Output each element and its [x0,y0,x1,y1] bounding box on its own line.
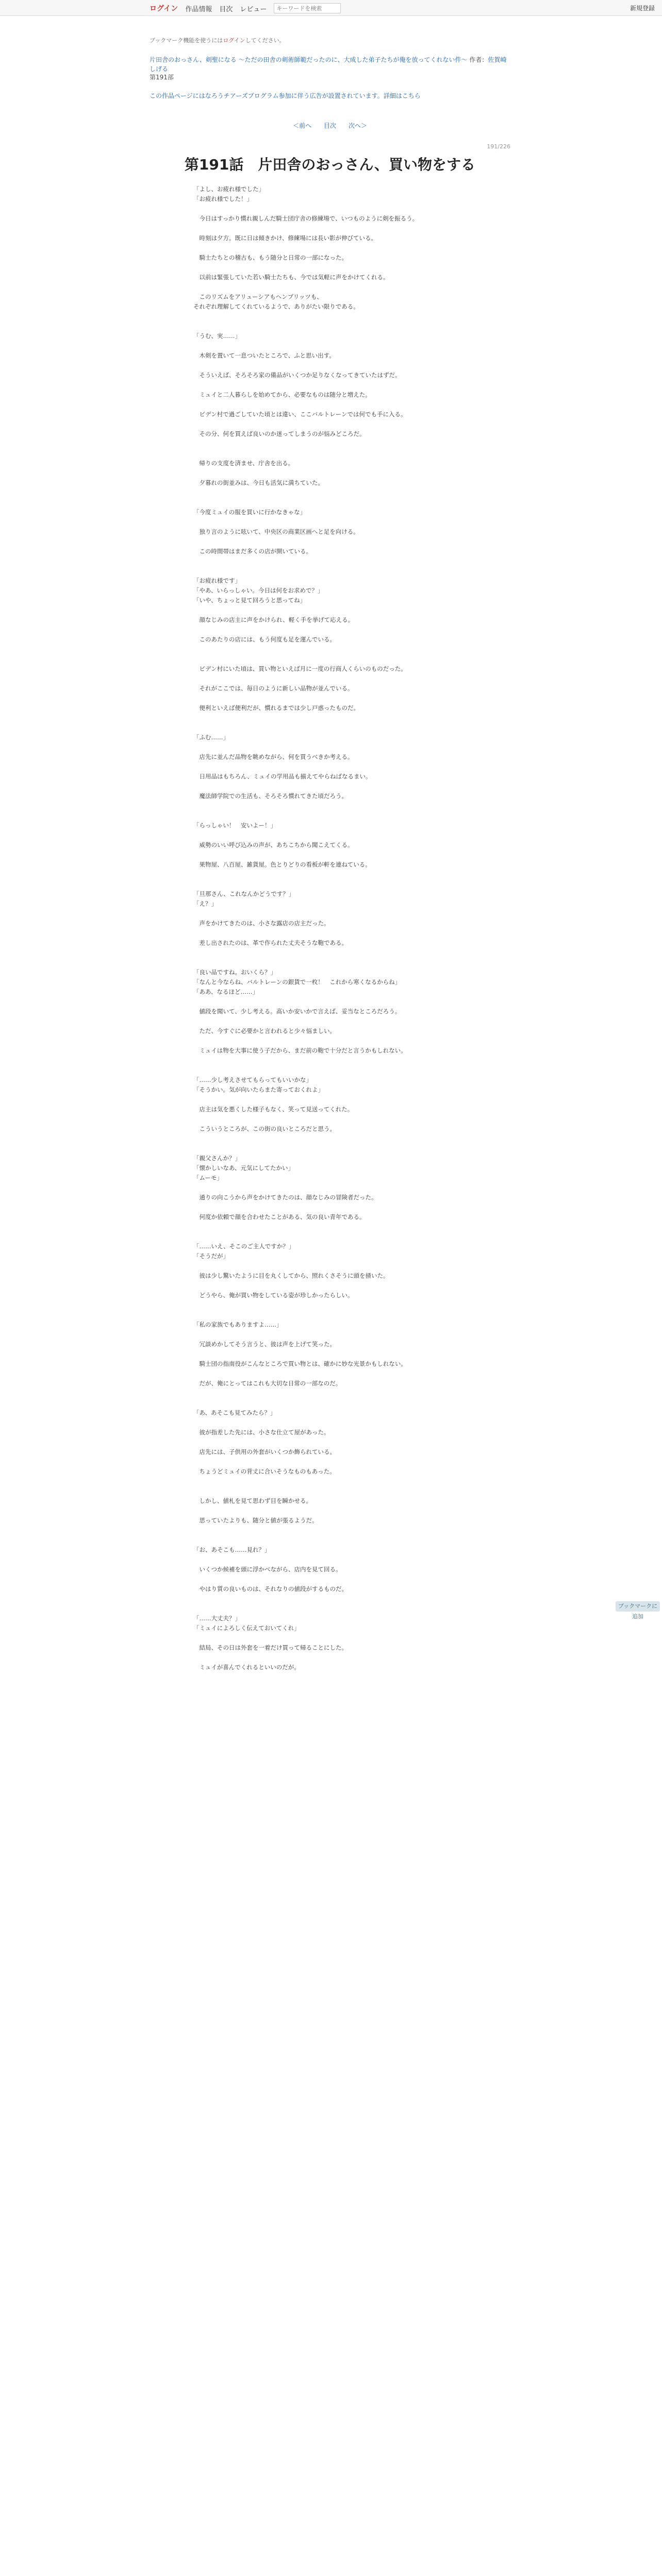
body-line: 便利といえば便利だが、慣れるまでは少し戸惑ったものだ。 [193,704,359,711]
body-line: それがここでは、毎日のように新しい品物が並んでいる。 [193,685,354,692]
notice-login-link[interactable]: ログイン [223,37,245,44]
body-line: 時刻は夕方。既に日は傾きかけ、修練場には長い影が伸びている。 [193,234,377,242]
body-line [193,1633,472,1643]
body-line [193,1144,472,1154]
body-line: このリズムをアリューシアもヘンブリッツも、 [193,293,323,300]
body-line [193,762,472,772]
episode-pager [150,121,510,130]
body-line: 声をかけてきたのは、小さな露店の店主だった。 [193,920,330,927]
body-line [193,1300,472,1310]
body-line: 差し出されたのは、革で作られた丈夫そうな鞄である。 [193,939,347,946]
body-line [193,811,472,821]
body-line: ミュイは物を大事に使う子だから、まだ前の鞄で十分だと言うかもしれない。 [193,1047,407,1054]
episode-index: 第191部 [150,74,174,81]
body-line: 彼が指差した先には、小さな仕立て屋があった。 [193,1429,330,1436]
notice-tail: してください。 [245,37,285,44]
body-line: ミュイと二人暮らしを始めてから、必要なものは随分と増えた。 [193,391,371,398]
bookmark-notice [150,36,510,44]
top-nav-bar [0,0,662,16]
body-line: 「そうかい。気が向いたらまた寄っておくれよ」 [193,1086,324,1093]
body-line [193,1418,472,1428]
author-separator: 作者： [469,56,488,63]
body-line: 以前は緊張していた若い騎士たちも、今では気軽に声をかけてくれる。 [193,274,389,281]
body-line: 「今度ミュイの服を買いに行かなきゃな」 [193,509,306,516]
body-line: いくつか候補を頭に浮かべながら、店内を見て回る。 [193,1566,342,1573]
body-line: 威勢のいい呼び込みの声が、あちこちから聞こえてくる。 [193,841,354,849]
body-line: 「親父さんか？」 [193,1155,241,1162]
body-line [193,1477,472,1486]
body-line: 「お疲れ様でした！」 [193,195,253,202]
body-line [193,782,472,791]
body-line: 「うむ、実……」 [193,332,241,340]
body-line [193,1114,472,1124]
notice-text: ブックマーク機能を使うには [150,37,223,44]
nav-item-review[interactable]: レビュー [240,5,267,13]
body-line: 通りの向こうから声をかけてきたのは、顔なじみの冒険者だった。 [193,1194,377,1201]
body-line: 彼は少し驚いたように目を丸くしてから、照れくさそうに頭を掻いた。 [193,1272,389,1279]
body-line [193,224,472,233]
body-line [193,1388,472,1398]
body-line [193,958,472,968]
body-line [193,1261,472,1271]
body-line: 夕暮れの街並みは、今日も活気に満ちていた。 [193,479,324,486]
body-line [193,1281,472,1291]
body-line: 日用品はもちろん、ミュイの学用品も揃えてやらねばなるまい。 [193,773,372,780]
body-line [193,1232,472,1242]
body-line: 「そうだが」 [193,1252,229,1260]
top-nav-left [150,3,341,13]
body-line: 「懐かしいなあ、元気にしてたかい」 [193,1164,294,1172]
body-line: 「ああ、なるほど……」 [193,988,259,995]
body-line [193,948,472,958]
body-line: ビデン村にいた頃は、買い物といえば月に一度の行商人くらいのものだった。 [193,665,407,672]
login-link[interactable]: ログイン [150,5,178,13]
body-line [193,1183,472,1193]
body-line [193,400,472,410]
body-line [193,1574,472,1584]
body-line [193,282,472,292]
body-line [193,625,472,635]
body-line: 「旦那さん、これなんかどうです？」 [193,890,295,897]
prev-episode-link[interactable]: ＜前へ [293,122,312,129]
body-line [193,1065,472,1075]
body-line: 「え？」 [193,900,217,907]
body-line [193,566,472,576]
body-line: 「……大丈夫？」 [193,1615,241,1622]
body-line [193,909,472,919]
body-line [193,537,472,547]
side-bookmark-button[interactable]: ブックマークに追加 [616,1601,660,1612]
body-line: 店主は気を悪くした様子もなく、笑って見送ってくれた。 [193,1106,354,1113]
body-line [193,693,472,703]
episode-title: 第191話 片田舎のおっさん、買い物をする [184,156,476,173]
body-line [193,928,472,938]
body-line [193,1535,472,1545]
body-line: その分、何を買えば良いのか迷ってしまうのが悩みどころだ。 [193,430,366,437]
body-line [193,723,472,733]
body-line: 果物屋、八百屋、雑貨屋。色とりどりの看板が軒を連ねている。 [193,861,371,868]
body-line [193,361,472,370]
body-line [193,742,472,752]
body-line: 騎士団の指南役がこんなところで買い物とは、確かに妙な光景かもしれない。 [193,1360,407,1367]
body-line [193,831,472,840]
body-line [193,850,472,860]
nav-item-toc[interactable]: 目次 [219,5,233,13]
body-line [193,380,472,390]
body-line: 「……少し考えさせてもらってもいいかな」 [193,1076,312,1083]
body-line: 顔なじみの店主に声をかけられ、軽く手を挙げて応える。 [193,616,354,623]
body-line [193,498,472,507]
body-line: どうやら、俺が買い物をしている姿が珍しかったらしい。 [193,1292,354,1299]
body-line [193,439,472,449]
body-line [193,243,472,253]
novel-body [193,184,472,1672]
body-line [193,801,472,811]
body-line: 「お疲れ様です」 [193,577,241,584]
body-line [193,312,472,321]
body-line: 「いや、ちょっと見て回ろうと思ってね」 [193,597,306,604]
search-input[interactable] [274,3,341,13]
body-line: 何度か依頼で顔を合わせたことがある、気の良い青年である。 [193,1213,366,1221]
toc-link[interactable]: 目次 [323,122,336,129]
body-line [193,713,472,723]
body-line: 魔法師学院での生活も、そろそろ慣れてきた頃だろう。 [193,792,347,800]
body-line [193,204,472,214]
body-line [193,1349,472,1359]
body-line [193,556,472,566]
body-line [193,419,472,429]
body-line [193,449,472,459]
body-line [193,517,472,527]
body-line: こういうところが、この街の良いところだと思う。 [193,1125,336,1132]
body-line [193,654,472,664]
body-line [193,1016,472,1026]
author-link[interactable]: 佐賀崎しげる [150,56,507,73]
body-line: 「ミュイによろしく伝えておいてくれ」 [193,1624,300,1632]
body-line: それぞれ理解してくれているようで、ありがたい限りである。 [193,303,359,310]
body-line: 冗談めかしてそう言うと、彼は声を上げて笑った。 [193,1341,336,1348]
page-number: 191/226 [487,143,510,150]
body-line [193,1526,472,1535]
series-info [150,55,510,74]
body-line: 「私の家族でもありますよ……」 [193,1321,283,1328]
body-line [193,263,472,273]
ad-notice-link[interactable]: この作品ページにはなろうチアーズプログラム参加に伴う広告が設置されています。詳細はこちら [150,92,421,99]
body-line [193,1330,472,1340]
body-line: 「あ、あそこも見てみたら？」 [193,1409,276,1416]
body-line: 木剣を置いて一息ついたところで、ふと思い出す。 [193,352,335,359]
body-line: ちょうどミュイの背丈に合いそうなものもあった。 [193,1468,336,1475]
body-line: 「ムーモ」 [193,1174,223,1181]
register-link[interactable]: 新規登録 [630,5,655,12]
body-line: 「なんと今ならね、バルトレーンの銀貨で一枚！ これから寒くなるからね」 [193,978,401,986]
body-line: 店先に並んだ品物を眺めながら、何を買うべきか考える。 [193,753,354,760]
body-line [193,1398,472,1408]
body-line: 値段を聞いて、少し考える。高いか安いかで言えば、妥当なところだろう。 [193,1008,401,1015]
body-line [193,321,472,331]
body-line [193,605,472,615]
body-line [193,1486,472,1496]
body-line [193,870,472,879]
body-line [193,1594,472,1604]
body-line [193,1506,472,1516]
body-line: 「ふむ……」 [193,734,229,741]
body-line [193,488,472,498]
body-line: 結局、その日は外套を一着だけ買って帰ることにした。 [193,1644,347,1651]
body-line: ミュイが喜んでくれるといいのだが。 [193,1664,300,1671]
body-line [193,1134,472,1144]
body-line: 独り言のように呟いて、中央区の商業区画へと足を向ける。 [193,528,359,535]
body-line [193,1457,472,1467]
body-line [193,341,472,351]
body-line: このあたりの店には、もう何度も足を運んでいる。 [193,636,336,643]
body-line [193,645,472,654]
body-line: 帰りの支度を済ませ、庁舎を出る。 [193,460,294,467]
body-line [193,468,472,478]
body-line: そういえば、そろそろ家の備品がいくつか足りなくなってきていたはずだ。 [193,371,401,379]
body-line: 「よし、お疲れ様でした」 [193,185,264,193]
body-line: 「……いえ、そこのご主人ですか？」 [193,1243,295,1250]
body-line: 「やあ、いらっしゃい。今日は何をお求めで？」 [193,587,324,594]
series-title-link[interactable]: 片田舎のおっさん、剣聖になる 〜ただの田舎の剣術師範だったのに、大成した弟子たちが俺を放ってくれない件〜 [150,56,468,63]
body-line [193,997,472,1007]
body-line [193,1056,472,1065]
body-line [193,1604,472,1614]
body-line [193,1036,472,1046]
body-line: だが、俺にとってはこれも大切な日常の一部なのだ。 [193,1380,342,1387]
body-line [193,1653,472,1663]
body-line: ビデン村で過ごしていた頃とは違い、ここバルトレーンでは何でも手に入る。 [193,411,407,418]
body-line: 思っていたよりも、随分と値が張るようだ。 [193,1517,318,1524]
body-line [193,1222,472,1232]
body-line: 店先には、子供用の外套がいくつか飾られている。 [193,1448,336,1455]
body-line: 「お、あそこも……見れ？」 [193,1546,271,1553]
body-line: 今日はすっかり慣れ親しんだ騎士団庁舎の修練場で、いつものように剣を振るう。 [193,215,419,222]
body-line [193,1202,472,1212]
body-line: 「良い品ですね。おいくら？」 [193,969,276,976]
body-line: 騎士たちとの稽古も、もう随分と日常の一部になった。 [193,254,347,261]
body-line [193,879,472,889]
body-line: やはり質の良いものは、それなりの値段がするものだ。 [193,1585,347,1592]
body-line: しかし、値札を見て思わず目を瞬かせる。 [193,1497,312,1504]
body-line: ただ、今すぐに必要かと言われると少々悩ましい。 [193,1027,336,1035]
body-line [193,1369,472,1379]
body-line: この時間帯はまだ多くの店が開いている。 [193,548,312,555]
body-line: 「らっしゃい！ 安いよー！」 [193,822,276,829]
body-line [193,1437,472,1447]
body-line [193,1095,472,1105]
nav-item-info[interactable]: 作品情報 [185,5,212,13]
body-line [193,1555,472,1565]
body-line [193,1310,472,1320]
body-line [193,674,472,684]
next-episode-link[interactable]: 次へ＞ [348,122,367,129]
